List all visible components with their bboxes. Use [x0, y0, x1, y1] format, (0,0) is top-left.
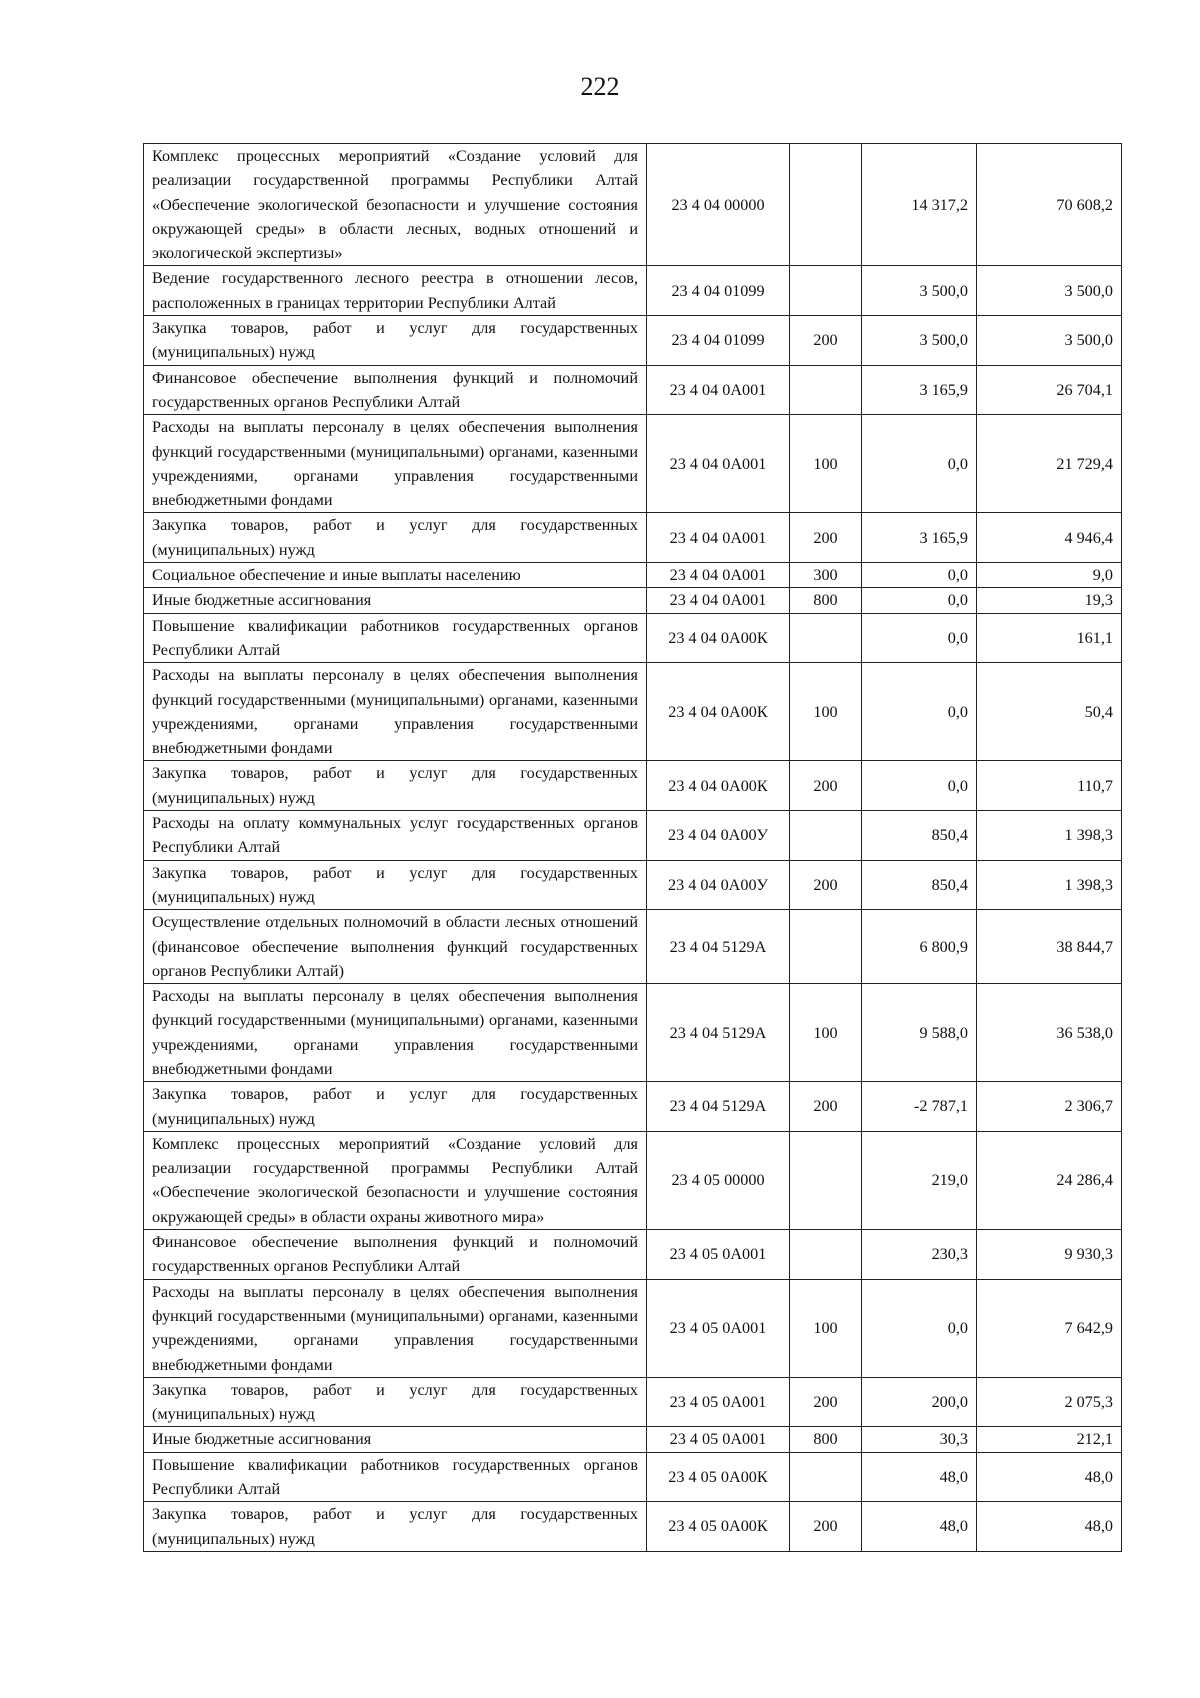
- expense-name-cell: Комплекс процессных мероприятий «Создание условий для реализации государственной программы Республики Алтай «Обеспечение экологической безопасности и улучшение состояния окружающей среды» в области охраны животного мира»: [144, 1131, 647, 1229]
- expense-type-code-cell: 800: [790, 1427, 862, 1452]
- amount-total-cell: 36 538,0: [977, 984, 1122, 1082]
- amount-total-cell: 2 306,7: [977, 1082, 1122, 1132]
- amount-total-cell: 212,1: [977, 1427, 1122, 1452]
- amount-change-cell: 0,0: [862, 1279, 977, 1377]
- expense-name-cell: Закупка товаров, работ и услуг для государственных (муниципальных) нужд: [144, 860, 647, 910]
- expense-name-cell: Осуществление отдельных полномочий в области лесных отношений (финансовое обеспечение выполнения функций государственных органов Республики Алтай): [144, 910, 647, 984]
- expense-name-cell: Закупка товаров, работ и услуг для государственных (муниципальных) нужд: [144, 761, 647, 811]
- table-row: [144, 860, 1122, 910]
- expense-name-cell: Закупка товаров, работ и услуг для государственных (муниципальных) нужд: [144, 1377, 647, 1427]
- amount-change-cell: 6 800,9: [862, 910, 977, 984]
- target-article-code-cell: 23 4 04 5129А: [647, 910, 790, 984]
- target-article-code-cell: 23 4 04 0А00К: [647, 663, 790, 761]
- expense-type-code-cell: 200: [790, 1377, 862, 1427]
- target-article-code-cell: 23 4 04 0А00У: [647, 811, 790, 861]
- expense-type-code-cell: 200: [790, 513, 862, 563]
- amount-change-cell: 3 500,0: [862, 266, 977, 316]
- amount-total-cell: 9,0: [977, 563, 1122, 588]
- expense-name-cell: Социальное обеспечение и иные выплаты населению: [144, 563, 647, 588]
- amount-total-cell: 21 729,4: [977, 415, 1122, 513]
- amount-total-cell: 38 844,7: [977, 910, 1122, 984]
- amount-change-cell: 0,0: [862, 563, 977, 588]
- target-article-code-cell: 23 4 04 0А001: [647, 415, 790, 513]
- target-article-code-cell: 23 4 04 01099: [647, 316, 790, 366]
- target-article-code-cell: 23 4 05 0А00К: [647, 1502, 790, 1552]
- amount-total-cell: 24 286,4: [977, 1131, 1122, 1229]
- expense-name-cell: Иные бюджетные ассигнования: [144, 588, 647, 613]
- expense-name-cell: Расходы на выплаты персоналу в целях обеспечения выполнения функций государственными (муниципальными) органами, казенными учреждениями, органами управления государственными внебюджетными фондами: [144, 984, 647, 1082]
- target-article-code-cell: 23 4 05 0А00К: [647, 1452, 790, 1502]
- amount-total-cell: 48,0: [977, 1502, 1122, 1552]
- amount-total-cell: 2 075,3: [977, 1377, 1122, 1427]
- table-row: [144, 415, 1122, 513]
- amount-total-cell: 26 704,1: [977, 365, 1122, 415]
- expense-type-code-cell: 800: [790, 588, 862, 613]
- amount-change-cell: -2 787,1: [862, 1082, 977, 1132]
- target-article-code-cell: 23 4 04 0А001: [647, 365, 790, 415]
- expense-name-cell: Комплекс процессных мероприятий «Создание условий для реализации государственной программы Республики Алтай «Обеспечение экологической безопасности и улучшение состояния окружающей среды» в области лесных, водных отношений и экологической экспертизы»: [144, 144, 647, 266]
- amount-total-cell: 1 398,3: [977, 811, 1122, 861]
- expense-type-code-cell: 200: [790, 1502, 862, 1552]
- table-row: [144, 513, 1122, 563]
- table-row: [144, 984, 1122, 1082]
- amount-total-cell: 50,4: [977, 663, 1122, 761]
- table-row: [144, 811, 1122, 861]
- amount-change-cell: 0,0: [862, 613, 977, 663]
- target-article-code-cell: 23 4 05 0А001: [647, 1230, 790, 1280]
- expense-type-code-cell: 100: [790, 1279, 862, 1377]
- expense-type-code-cell: 200: [790, 1082, 862, 1132]
- amount-change-cell: 14 317,2: [862, 144, 977, 266]
- expense-type-code-cell: 200: [790, 860, 862, 910]
- table-row: [144, 316, 1122, 366]
- expense-name-cell: Закупка товаров, работ и услуг для государственных (муниципальных) нужд: [144, 1082, 647, 1132]
- target-article-code-cell: 23 4 04 0А00К: [647, 761, 790, 811]
- target-article-code-cell: 23 4 04 5129А: [647, 1082, 790, 1132]
- amount-total-cell: 9 930,3: [977, 1230, 1122, 1280]
- page-number: 222: [580, 72, 620, 101]
- expense-name-cell: Закупка товаров, работ и услуг для государственных (муниципальных) нужд: [144, 1502, 647, 1552]
- amount-total-cell: 161,1: [977, 613, 1122, 663]
- amount-change-cell: 850,4: [862, 860, 977, 910]
- table-row: [144, 761, 1122, 811]
- target-article-code-cell: 23 4 04 00000: [647, 144, 790, 266]
- expense-type-code-cell: 100: [790, 415, 862, 513]
- table-row: [144, 1082, 1122, 1132]
- amount-change-cell: 850,4: [862, 811, 977, 861]
- expense-type-code-cell: 200: [790, 316, 862, 366]
- target-article-code-cell: 23 4 04 0А001: [647, 563, 790, 588]
- expense-type-code-cell: [790, 365, 862, 415]
- amount-total-cell: 1 398,3: [977, 860, 1122, 910]
- expense-type-code-cell: [790, 1230, 862, 1280]
- amount-total-cell: 70 608,2: [977, 144, 1122, 266]
- amount-change-cell: 200,0: [862, 1377, 977, 1427]
- target-article-code-cell: 23 4 04 0А001: [647, 513, 790, 563]
- amount-change-cell: 0,0: [862, 761, 977, 811]
- expense-type-code-cell: [790, 266, 862, 316]
- target-article-code-cell: 23 4 05 0А001: [647, 1377, 790, 1427]
- table-row: [144, 365, 1122, 415]
- table-row: [144, 613, 1122, 663]
- expense-name-cell: Расходы на выплаты персоналу в целях обеспечения выполнения функций государственными (муниципальными) органами, казенными учреждениями, органами управления государственными внебюджетными фондами: [144, 415, 647, 513]
- table-row: [144, 563, 1122, 588]
- target-article-code-cell: 23 4 05 0А001: [647, 1427, 790, 1452]
- table-row: [144, 1131, 1122, 1229]
- table-row: [144, 266, 1122, 316]
- amount-total-cell: 19,3: [977, 588, 1122, 613]
- expense-name-cell: Финансовое обеспечение выполнения функций и полномочий государственных органов Республики Алтай: [144, 1230, 647, 1280]
- target-article-code-cell: 23 4 04 0А00У: [647, 860, 790, 910]
- table-row: [144, 1427, 1122, 1452]
- expense-type-code-cell: [790, 811, 862, 861]
- amount-change-cell: 3 165,9: [862, 365, 977, 415]
- expense-type-code-cell: [790, 1131, 862, 1229]
- expense-name-cell: Ведение государственного лесного реестра в отношении лесов, расположенных в границах территории Республики Алтай: [144, 266, 647, 316]
- expense-name-cell: Расходы на выплаты персоналу в целях обеспечения выполнения функций государственными (муниципальными) органами, казенными учреждениями, органами управления государственными внебюджетными фондами: [144, 663, 647, 761]
- expense-name-cell: Закупка товаров, работ и услуг для государственных (муниципальных) нужд: [144, 513, 647, 563]
- amount-total-cell: 48,0: [977, 1452, 1122, 1502]
- table-row: [144, 1230, 1122, 1280]
- expense-type-code-cell: [790, 613, 862, 663]
- expense-type-code-cell: 300: [790, 563, 862, 588]
- expense-name-cell: Повышение квалификации работников государственных органов Республики Алтай: [144, 613, 647, 663]
- expense-name-cell: Закупка товаров, работ и услуг для государственных (муниципальных) нужд: [144, 316, 647, 366]
- amount-change-cell: 219,0: [862, 1131, 977, 1229]
- expense-name-cell: Расходы на оплату коммунальных услуг государственных органов Республики Алтай: [144, 811, 647, 861]
- table-row: [144, 1279, 1122, 1377]
- amount-total-cell: 7 642,9: [977, 1279, 1122, 1377]
- expense-type-code-cell: [790, 1452, 862, 1502]
- amount-change-cell: 3 500,0: [862, 316, 977, 366]
- expense-name-cell: Повышение квалификации работников государственных органов Республики Алтай: [144, 1452, 647, 1502]
- expense-name-cell: Иные бюджетные ассигнования: [144, 1427, 647, 1452]
- budget-table: [143, 143, 1122, 1552]
- amount-total-cell: 110,7: [977, 761, 1122, 811]
- table-row: [144, 663, 1122, 761]
- target-article-code-cell: 23 4 04 01099: [647, 266, 790, 316]
- expense-type-code-cell: 200: [790, 761, 862, 811]
- amount-total-cell: 3 500,0: [977, 316, 1122, 366]
- target-article-code-cell: 23 4 04 0А00К: [647, 613, 790, 663]
- target-article-code-cell: 23 4 05 00000: [647, 1131, 790, 1229]
- amount-change-cell: 0,0: [862, 415, 977, 513]
- expense-name-cell: Расходы на выплаты персоналу в целях обеспечения выполнения функций государственными (муниципальными) органами, казенными учреждениями, органами управления государственными внебюджетными фондами: [144, 1279, 647, 1377]
- expense-type-code-cell: [790, 144, 862, 266]
- target-article-code-cell: 23 4 05 0А001: [647, 1279, 790, 1377]
- amount-change-cell: 48,0: [862, 1502, 977, 1552]
- budget-table-body: [144, 144, 1122, 1552]
- target-article-code-cell: 23 4 04 0А001: [647, 588, 790, 613]
- table-row: [144, 588, 1122, 613]
- expense-type-code-cell: [790, 910, 862, 984]
- target-article-code-cell: 23 4 04 5129А: [647, 984, 790, 1082]
- amount-change-cell: 30,3: [862, 1427, 977, 1452]
- amount-total-cell: 4 946,4: [977, 513, 1122, 563]
- expense-type-code-cell: 100: [790, 984, 862, 1082]
- amount-change-cell: 230,3: [862, 1230, 977, 1280]
- table-row: [144, 1377, 1122, 1427]
- expense-type-code-cell: 100: [790, 663, 862, 761]
- table-row: [144, 910, 1122, 984]
- amount-change-cell: 0,0: [862, 663, 977, 761]
- amount-change-cell: 9 588,0: [862, 984, 977, 1082]
- expense-name-cell: Финансовое обеспечение выполнения функций и полномочий государственных органов Республики Алтай: [144, 365, 647, 415]
- amount-change-cell: 0,0: [862, 588, 977, 613]
- table-row: [144, 144, 1122, 266]
- table-row: [144, 1452, 1122, 1502]
- table-row: [144, 1502, 1122, 1552]
- amount-change-cell: 48,0: [862, 1452, 977, 1502]
- amount-total-cell: 3 500,0: [977, 266, 1122, 316]
- amount-change-cell: 3 165,9: [862, 513, 977, 563]
